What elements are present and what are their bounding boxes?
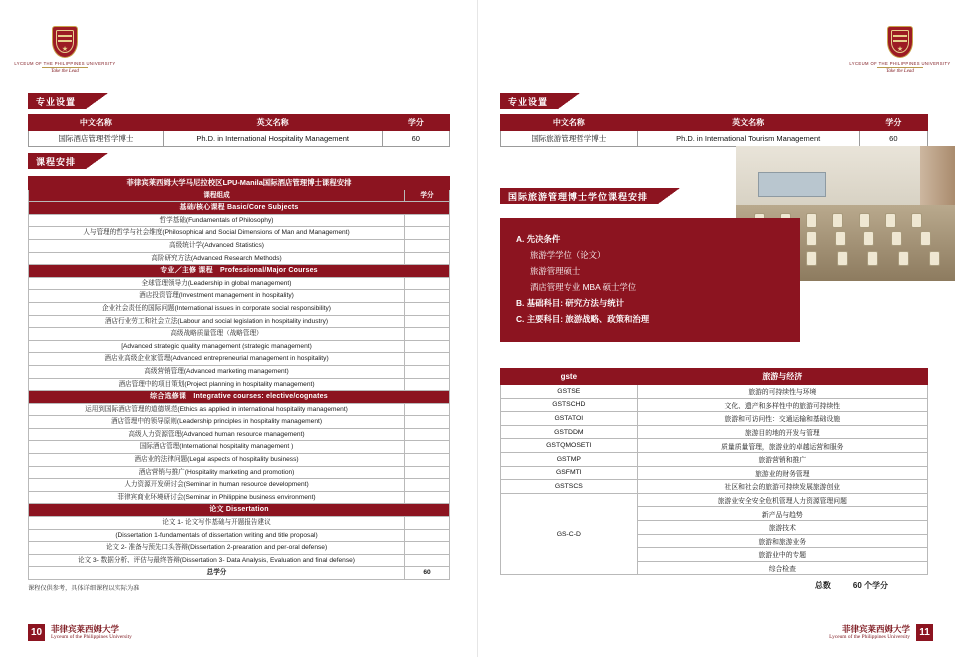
curriculum-course-credits — [405, 403, 450, 416]
curriculum-course-name: 论文 1- 论文写作基础与开题报告建议 — [29, 517, 405, 530]
requirement-item — [516, 312, 784, 328]
curriculum-course-name: 酒店投资管理(Investment management in hospitality) — [29, 290, 405, 303]
table-row — [501, 131, 928, 147]
requirement-item — [516, 232, 784, 248]
banner-courses-left-label: 课程安排 — [28, 153, 86, 169]
curriculum-group-row — [29, 504, 450, 517]
curriculum-course-credits — [405, 454, 450, 467]
curriculum-group-label: 论文 Dissertation — [29, 504, 450, 517]
curriculum-course-row — [29, 328, 450, 341]
curriculum-course-row — [29, 214, 450, 227]
curriculum-total-row — [29, 567, 450, 580]
curriculum-course-row — [29, 416, 450, 429]
curriculum-course-name: 酒店营销与推广(Hospitality marketing and promotion) — [29, 466, 405, 479]
curriculum-course-row — [29, 353, 450, 366]
shield-icon: ★ — [52, 26, 78, 58]
curriculum-course-credits — [405, 277, 450, 290]
gste-topic: 旅游的可持续性与环境 — [637, 385, 927, 399]
table-row — [501, 466, 928, 480]
banner-major-right — [500, 93, 580, 109]
table-row — [501, 412, 928, 426]
logo-tagline: Take the Lead — [51, 69, 79, 74]
curriculum-course-row — [29, 302, 450, 315]
curriculum-course-name: 全球管理领导力(Leadership in global management) — [29, 277, 405, 290]
curriculum-course-name: 论文 2- 准备与预先口头答辩(Dissertation 2-prearation and per-oral defense) — [29, 542, 405, 555]
col-en-name: 英文名称 — [163, 115, 382, 131]
table-row — [501, 385, 928, 399]
col-cn-name: 中文名称 — [501, 115, 638, 131]
curriculum-course-credits — [405, 529, 450, 542]
gste-topic: 综合检查 — [637, 561, 927, 575]
curriculum-group-label: 专业／主修 课程 Professional/Major Courses — [29, 265, 450, 278]
curriculum-course-credits — [405, 416, 450, 429]
curriculum-course-row — [29, 252, 450, 265]
curriculum-course-credits — [405, 491, 450, 504]
curriculum-course-row — [29, 441, 450, 454]
table-row — [501, 480, 928, 494]
curriculum-course-name: 高级人力资源管理(Advanced human resource management) — [29, 428, 405, 441]
curriculum-course-credits — [405, 517, 450, 530]
banner-tail — [658, 188, 680, 204]
requirement-label: C. 主要科目: 旅游战略、政策和治理 — [516, 313, 650, 324]
col-gste-topic: 旅游与经济 — [637, 369, 927, 385]
curriculum-course-name: 企业社会责任的国际问题(International issues in corporate social responsibility) — [29, 302, 405, 315]
curriculum-course-row — [29, 454, 450, 467]
logo-name: LYCEUM OF THE PHILIPPINES UNIVERSITY — [849, 61, 951, 66]
curriculum-course-row — [29, 403, 450, 416]
curriculum-note: 课程仅供参考，具体详细课程以实际为准 — [28, 585, 140, 592]
curriculum-course-row — [29, 542, 450, 555]
curriculum-group-label: 综合选修课 Integrative courses: elective/cognates — [29, 391, 450, 404]
curriculum-course-name: 人力资源开发研讨会(Seminar in human resource development) — [29, 479, 405, 492]
gste-code: GSTDDM — [501, 425, 638, 439]
page-number-left: 10 — [28, 624, 45, 641]
gste-code: GSTSCHD — [501, 398, 638, 412]
curriculum-course-name: 人与管理的哲学与社会维度(Philosophical and Social Dimensions of Man and Management) — [29, 227, 405, 240]
curriculum-course-credits — [405, 428, 450, 441]
gste-topic: 文化、遗产和多样性中的旅游可持续性 — [637, 398, 927, 412]
col-cn-name: 中文名称 — [29, 115, 164, 131]
curriculum-course-name: 酒店业高级企业家管理(Advanced entrepreneurial management in hospitality) — [29, 353, 405, 366]
table-header-row — [501, 115, 928, 131]
footer-name-en: Lyceum of the Philippines University — [51, 634, 132, 641]
curriculum-table — [28, 176, 450, 592]
logo-name: LYCEUM OF THE PHILIPPINES UNIVERSITY — [14, 61, 116, 66]
gste-topic: 质量质量管理，旅游业的卓越运营和服务 — [637, 439, 927, 453]
cell-credits: 60 — [859, 131, 927, 147]
gste-code: GSFMTI — [501, 466, 638, 480]
requirements-box — [500, 218, 800, 342]
curriculum-col-credits: 学分 — [405, 189, 450, 202]
curriculum-group-row — [29, 391, 450, 404]
curriculum-course-name: 酒店行业劳工和社会立法(Labour and social legislation in hospitality industry) — [29, 315, 405, 328]
footer-name-en: Lyceum of the Philippines University — [829, 634, 910, 641]
gste-topic: 旅游业安全安全危机管理人力资源管理问题 — [637, 493, 927, 507]
curriculum-course-name: 论文 3- 数据分析、评估与最终答辩(Dissertation 3- Data Analysis, Evaluation and final defense) — [29, 554, 405, 567]
logo-left — [10, 26, 120, 74]
curriculum-group-row — [29, 202, 450, 215]
requirement-label: A. 先决条件 — [516, 234, 561, 244]
page-number-right: 11 — [916, 624, 933, 641]
footer-name-cn: 菲律宾莱西姆大学 — [841, 623, 910, 634]
curriculum-course-row — [29, 340, 450, 353]
curriculum-total-label: 总学分 — [29, 567, 405, 580]
curriculum-course-credits — [405, 214, 450, 227]
footer-name-cn: 菲律宾莱西姆大学 — [51, 623, 120, 634]
gste-total-label: 总数 — [814, 581, 831, 591]
logo-tagline: Take the Lead — [886, 69, 914, 74]
curriculum-course-credits — [405, 252, 450, 265]
gste-code: GSTATOI — [501, 412, 638, 426]
banner-tail — [558, 93, 580, 109]
cell-en-name: Ph.D. in International Tourism Management — [637, 131, 859, 147]
curriculum-course-credits — [405, 315, 450, 328]
gste-topic: 新产品与趋势 — [637, 507, 927, 521]
gste-code: GSTSCS — [501, 480, 638, 494]
gste-code: GSTQMOSETI — [501, 439, 638, 453]
major-table-right — [500, 114, 928, 147]
curriculum-course-row — [29, 227, 450, 240]
curriculum-course-row — [29, 428, 450, 441]
gste-total-value: 60 个学分 — [852, 581, 888, 591]
gste-topic: 旅游和旅游业务 — [637, 534, 927, 548]
curriculum-course-name: 酒店管理中的项目策划(Project planning in hospitality management) — [29, 378, 405, 391]
table-row — [501, 452, 928, 466]
curriculum-group-label: 基础/核心课程 Basic/Core Subjects — [29, 202, 450, 215]
table-header-row — [29, 115, 450, 131]
curriculum-course-credits — [405, 239, 450, 252]
gste-topic: 旅游营销和推广 — [637, 452, 927, 466]
requirement-subitem: 旅游管理硕士 — [530, 265, 581, 276]
banner-program-right — [500, 188, 680, 204]
banner-program-right-label: 国际旅游管理博士学位课程安排 — [500, 188, 658, 204]
gste-topic: 旅游业的财务管理 — [637, 466, 927, 480]
requirement-subitem: 酒店管理专业 MBA 硕士学位 — [530, 281, 637, 292]
table-header-row — [501, 369, 928, 385]
curriculum-course-row — [29, 491, 450, 504]
curriculum-course-row — [29, 277, 450, 290]
curriculum-course-row — [29, 315, 450, 328]
banner-major-right-label: 专业设置 — [500, 93, 558, 109]
curriculum-course-name: 高级营销管理(Advanced marketing management) — [29, 365, 405, 378]
footer-right — [829, 624, 933, 641]
curriculum-course-credits — [405, 340, 450, 353]
requirement-label: B. 基础科目: 研究方法与统计 — [516, 297, 624, 308]
curriculum-course-name: 高阶研究方法(Advanced Research Methods) — [29, 252, 405, 265]
banner-tail — [86, 93, 108, 109]
curriculum-course-credits — [405, 353, 450, 366]
curriculum-course-credits — [405, 365, 450, 378]
gste-topic: 旅游业中的专题 — [637, 548, 927, 562]
gste-topic: 旅游目的地的开发与管理 — [637, 425, 927, 439]
logo-rule — [42, 67, 88, 68]
gste-code: GSTSE — [501, 385, 638, 399]
curriculum-course-name: [Advanced strategic quality management (strategic management) — [29, 340, 405, 353]
curriculum-course-name: 酒店业的法律问题(Legal aspects of hospitality business) — [29, 454, 405, 467]
table-row — [501, 439, 928, 453]
curriculum-course-credits — [405, 466, 450, 479]
right-page — [478, 0, 955, 657]
gste-code: GSTMP — [501, 452, 638, 466]
curriculum-course-credits — [405, 302, 450, 315]
curriculum-course-credits — [405, 227, 450, 240]
logo-right — [845, 26, 955, 74]
curriculum-course-credits — [405, 542, 450, 555]
curriculum-course-row — [29, 239, 450, 252]
col-gste-code: gste — [501, 369, 638, 385]
curriculum-course-name: 酒店管理中的领导原则(Leadership principles in hospitality management) — [29, 416, 405, 429]
table-row — [501, 493, 928, 507]
curriculum-course-row — [29, 365, 450, 378]
requirement-subitem: 旅游学学位（论文） — [530, 249, 606, 260]
curriculum-course-credits — [405, 378, 450, 391]
curriculum-course-row — [29, 378, 450, 391]
cell-cn-name: 国际酒店管理哲学博士 — [29, 131, 164, 147]
gste-topic: 旅游技术 — [637, 520, 927, 534]
curriculum-course-row — [29, 554, 450, 567]
curriculum-course-credits — [405, 290, 450, 303]
curriculum-course-row — [29, 517, 450, 530]
curriculum-course-name: 高级战略质量管理（战略管理） — [29, 328, 405, 341]
curriculum-course-name: (Dissertation 1-fundamentals of dissertation writing and title proposal) — [29, 529, 405, 542]
shield-icon: ★ — [887, 26, 913, 58]
gste-topic: 旅游和可访问性：交通运输和基础设施 — [637, 412, 927, 426]
banner-major-left-label: 专业设置 — [28, 93, 86, 109]
logo-rule — [877, 67, 923, 68]
gste-topic: 社区和社会的旅游可持续发展旅游创业 — [637, 480, 927, 494]
curriculum-title: 菲律宾莱西姆大学马尼拉校区LPU-Manila国际酒店管理博士课程安排 — [29, 177, 450, 190]
curriculum-course-name: 运用到国际酒店管理的道德规范(Ethics as applied in international hospitality management) — [29, 403, 405, 416]
curriculum-course-name: 哲学基础(Fundamentals of Philosophy) — [29, 214, 405, 227]
banner-tail — [86, 153, 108, 169]
major-table-left — [28, 114, 450, 147]
curriculum-course-name: 菲律宾商业环境研讨会(Seminar in Philippine business environment) — [29, 491, 405, 504]
footer-left — [28, 624, 132, 641]
cell-cn-name: 国际旅游管理哲学博士 — [501, 131, 638, 147]
curriculum-course-row — [29, 479, 450, 492]
curriculum-course-row — [29, 466, 450, 479]
curriculum-total-value: 60 — [405, 567, 450, 580]
curriculum-course-name: 高级统计学(Advanced Statistics) — [29, 239, 405, 252]
table-row — [501, 398, 928, 412]
curriculum-group-row — [29, 265, 450, 278]
curriculum-course-credits — [405, 441, 450, 454]
gste-table — [500, 368, 928, 591]
col-en-name: 英文名称 — [637, 115, 859, 131]
col-credits: 学分 — [859, 115, 927, 131]
cell-en-name: Ph.D. in International Hospitality Management — [163, 131, 382, 147]
col-credits: 学分 — [382, 115, 449, 131]
curriculum-course-credits — [405, 479, 450, 492]
curriculum-course-name: 国际酒店管理(International hospitality management ) — [29, 441, 405, 454]
curriculum-course-credits — [405, 328, 450, 341]
table-row — [501, 425, 928, 439]
left-page — [0, 0, 477, 657]
curriculum-course-credits — [405, 554, 450, 567]
curriculum-course-row — [29, 529, 450, 542]
table-row — [29, 131, 450, 147]
banner-courses-left — [28, 153, 108, 169]
banner-major-left — [28, 93, 108, 109]
requirement-item — [516, 296, 784, 312]
curriculum-col-composition: 课程组成 — [29, 189, 405, 202]
curriculum-course-row — [29, 290, 450, 303]
cell-credits: 60 — [382, 131, 449, 147]
gste-code: GS-C-D — [501, 493, 638, 575]
